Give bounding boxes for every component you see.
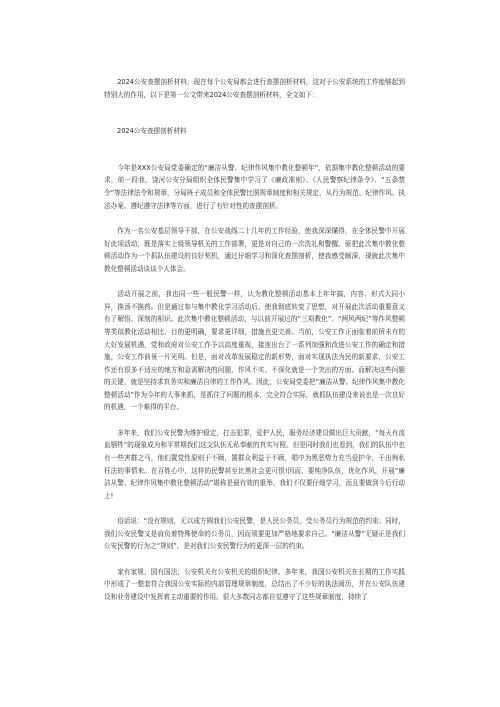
document-title: 2024公安查摆剖析材料: [117, 127, 187, 136]
body-paragraph-3: 活动开展之前，我也同一些一般民警一样，认为教化整顿活动基本上年年搞，内容、形式大同小异，换汤不换药。但是通过参与集中教化学习活动后，使我彻底转变了思想，对开展此次活动重要意义有了解悟、深刻的相识。此次集中教化整顿活动，与以前开展过的“三项教化”、“两风两纪”等作风整顿等类似教化活动相比，目的更明确，要求更详细，措施也更完善。当前，公安工作正面临着前所未有的大好发展机遇，党和政府对公安工作予以高度重视，接连出台了一系列加强和改进公安工作的确定和措施，公安工作前景一片光明。但是，面对改革发展稳定的新形势，面对实现执法为民的新要求，公安工作还有很多不适应的地方和急需解决的问题，作风不实、不深化就是一个突出的方面。而解决这些问题的关键，就是坚持求真务实和廉洁自律的工作作风。因此，公安局党委把“廉洁从警、纪律作风集中教化整顿活动”作为今年的大事来抓，是抓住了问题的根本，完全符合实际，就抓队伍建设来说也是一次良好的机遇，一个难得的平台。: [104, 290, 405, 412]
body-paragraph-5: 俗话说：“没有规则，无以成方圆我们公安民警，是人民公务员，受公务员行为规范的约束；同时，我们公安民警又是肩负着特殊使命的公务员，因而须要更加严格地要求自己。“廉洁从警”无疑正是我们公安民警的行为之“规则”，是对我们公安民警行为的更深一层的约束。: [104, 517, 405, 551]
body-paragraph-6: 家有家规，国有国法，公安机关有公安机关的组织纪律。多年来，我国公安机关在长期的工作实践中形成了一整套符合我国公安实际的内部管理规章制度，总结出了不少好的执法阅历，并在公安队伍建设和业务建设中发挥着主动重要的作用。很大多数同志都自觉遵守了这些规章制度，持续了: [104, 567, 405, 601]
document-body: [104, 76, 405, 616]
body-paragraph-2: 作为一名公安基层领导干部，在公安战线二十几年的工作经验，使我深深懂得，在全体民警中开展好此项活动，既是落实上级领导机关的工作部署，更是对自己的一次洗礼和警醒。驱把此次集中教化整顿活动作为一个抓队伍建设的良好契机，通过仔细学习和深化查摆剖析，使我感受颇深，现就此次集中教化整顿活动谈谈个人体会。: [104, 226, 405, 273]
intro-paragraph: 2024公安查摆剖析材料，现在每个公安局都会进行查摆剖析材料，这对于公安系统的工作能够起到特别大的作用，以下是第一公文带来2024公安查摆剖析材料，全文如下：: [104, 78, 405, 99]
body-paragraph-4: 多年来，我们公安民警为维护稳定，打击犯罪，爱护人民，服务经济建设做出巨大贡献，“每天有流血牺牲”的现象成为和平常期我们这支队伍无私奉献的真实写照。但是同时我们也看到，我们的队伍中也有一些害群之马，他们置党性原则于不顾，置群众利益于不顾，唱中为黑恶势力充当爱护伞，干出徇私枉法的事情来。在百姓心中，这样的民警甚至比黑社会更可恨!因而，要纯净队伍，优化作风，开展“廉洁从警、纪律作风集中教化整顿活动”堪称是最有效的重举，我们不仅要仔细学习，而且要做到今后行动上!: [104, 428, 405, 500]
body-paragraph-1: 今年是XXX公安局党委确定的“廉洁从警、纪律作风集中教化整顿年”，依据集中教化整顿活动的要求，前一段我，饶河公安分局组织全体民警集中学习了《廉政准则》、《人民警察纪律条令》、“五条禁令”等法律法令和规章，分局班子成员和全体民警比照规章制度和相关规定，从行为规范、纪律作风、执法办案、遵纪遵守法律等方面，进行了有针对性的查摆剖析。: [104, 163, 405, 210]
